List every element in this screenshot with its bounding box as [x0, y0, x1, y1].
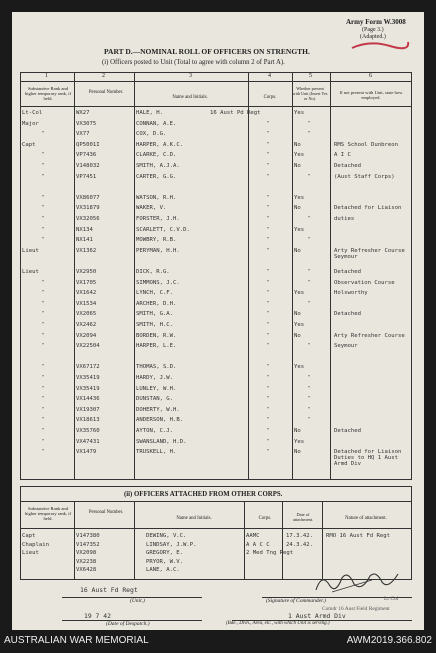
- attached-nature: RMO 16 Aust Fd Regt: [326, 533, 390, 539]
- row-name: LYNCH, C.F.: [136, 290, 174, 297]
- row-employed: Detached for Liaison Duties to HQ 1 Aust Armd Div: [334, 449, 402, 468]
- column-divider: [134, 72, 135, 480]
- signature-label: (Signature of Commander.): [266, 598, 326, 604]
- attached-rank: Lieut: [22, 550, 39, 557]
- column-number: 5: [309, 73, 312, 79]
- row-num: NX134: [76, 226, 93, 233]
- ditto-mark: ": [308, 300, 311, 307]
- row-employed: Detached for Liaison: [334, 205, 402, 212]
- row-present: Yes: [294, 194, 305, 201]
- attached-num: VX2238: [76, 558, 97, 565]
- column-divider: [244, 501, 245, 580]
- row-num: WX27: [76, 110, 90, 116]
- ditto-mark: ": [267, 375, 270, 381]
- archive-footer: [0, 630, 436, 653]
- row-employed: Arty Refresher Course: [334, 332, 405, 339]
- row-name: WAKER, V.: [136, 205, 167, 212]
- ditto-mark: ": [42, 300, 45, 307]
- signature-rank: Lt Col: [384, 596, 399, 602]
- row-present: Yes: [294, 290, 305, 297]
- row-num: VX31879: [76, 205, 100, 212]
- row-num: VX47431: [76, 438, 100, 445]
- row-num: VX14436: [76, 396, 100, 403]
- row-num: VX2094: [76, 332, 97, 339]
- row-present: Yes: [294, 110, 305, 116]
- attached-name: GREGORY, E.: [146, 550, 184, 557]
- attached-num: VX2098: [76, 550, 97, 557]
- ditto-mark: ": [267, 194, 270, 201]
- ditto-mark: ": [308, 343, 311, 350]
- attached-corps: A A C C: [246, 541, 270, 548]
- row-present: Yes: [294, 226, 305, 233]
- column-number: 4: [268, 73, 271, 79]
- row-num: VX67172: [76, 364, 100, 371]
- row-name: SWANSLAND, H.D.: [136, 438, 187, 445]
- ditto-mark: ": [42, 205, 45, 212]
- row-num: VX1534: [76, 300, 97, 307]
- red-stamp-mark: [350, 38, 410, 52]
- ditto-mark: ": [267, 322, 270, 328]
- row-name: HARPER, A.K.C.: [136, 141, 184, 148]
- row-name: FORSTER, J.H.: [136, 216, 180, 222]
- row-name: CARTER, G.G.: [136, 173, 177, 180]
- header-corps: Corps.: [263, 95, 277, 100]
- row-present: Yes: [294, 322, 305, 328]
- column-divider: [74, 72, 75, 480]
- ditto-mark: ": [42, 428, 45, 434]
- ditto-mark: ": [267, 216, 270, 222]
- column-number: 1: [45, 73, 48, 79]
- row-num: VX2462: [76, 322, 97, 328]
- row-num: VX2065: [76, 311, 97, 318]
- ditto-mark: ": [267, 163, 270, 169]
- ditto-mark: ": [267, 417, 270, 424]
- ditto-mark: ": [308, 131, 311, 138]
- header2-nature: Nature of attachment.: [345, 516, 387, 521]
- column-number: 6: [369, 73, 372, 79]
- ditto-mark: ": [267, 173, 270, 180]
- ditto-mark: ": [308, 216, 311, 222]
- ditto-mark: ": [42, 279, 45, 286]
- ditto-mark: ": [267, 396, 270, 403]
- ditto-mark: ": [267, 385, 270, 392]
- header2-rule: [20, 528, 412, 529]
- form-page: [12, 12, 424, 630]
- ditto-mark: ": [308, 396, 311, 403]
- row-num: VX1642: [76, 290, 97, 297]
- ditto-mark: ": [42, 173, 45, 180]
- page-number: (Page 3.): [362, 27, 384, 33]
- ditto-mark: ": [267, 120, 270, 127]
- row-name: SIMMONS, J.C.: [136, 279, 180, 286]
- row-rank: Lt-Col: [22, 110, 43, 116]
- ditto-mark: ": [308, 269, 311, 275]
- row-present: No: [294, 163, 301, 169]
- ditto-mark: ": [267, 205, 270, 212]
- header-rank: Substantive Rank and higher temporary rank, if held.: [24, 86, 72, 102]
- row-num: VX19307: [76, 406, 100, 413]
- ditto-mark: ": [267, 332, 270, 339]
- row-employed: Observation Course: [334, 279, 395, 286]
- row-present: Yes: [294, 364, 305, 371]
- row-rank: Lieut: [22, 247, 39, 254]
- row-name: SMITH, H.C.: [136, 322, 174, 328]
- column-divider: [248, 72, 249, 480]
- row-num: VX22504: [76, 343, 100, 350]
- row-rank: Capt: [22, 141, 36, 148]
- row-name: COX, D.G.: [136, 131, 167, 138]
- ditto-mark: ": [267, 290, 270, 297]
- header2-date: Date of attachment.: [292, 512, 314, 522]
- row-present: No: [294, 141, 301, 148]
- row-name: MOWBRY, R.B.: [136, 237, 177, 244]
- ditto-mark: ": [308, 385, 311, 392]
- attached-corps: 2 Med Tng Regt: [246, 550, 294, 557]
- ditto-mark: ": [42, 438, 45, 445]
- row-present: No: [294, 332, 301, 339]
- ditto-mark: ": [267, 311, 270, 318]
- ditto-mark: ": [42, 406, 45, 413]
- column-divider: [322, 501, 323, 580]
- row-employed: Arty Refresher Course Seymour: [334, 247, 405, 260]
- row-num: VX32056: [76, 216, 100, 222]
- ditto-mark: ": [308, 417, 311, 424]
- ditto-mark: ": [42, 332, 45, 339]
- ditto-mark: ": [267, 343, 270, 350]
- attached-num: V147380: [76, 533, 100, 539]
- header2-corps: Corps.: [258, 516, 272, 521]
- row-num: VX86077: [76, 194, 100, 201]
- row-employed: (Aust Staff Corps): [334, 173, 395, 180]
- ditto-mark: ": [42, 385, 45, 392]
- row-rank: Lieut: [22, 269, 39, 275]
- row-num: VX35419: [76, 385, 100, 392]
- attached-rank: Capt: [22, 533, 36, 539]
- column-divider: [330, 72, 331, 480]
- attached-name: DEWING, V.C.: [146, 533, 187, 539]
- header-number: Personal Number.: [88, 90, 124, 95]
- row-name: DUNSTAN, G.: [136, 396, 174, 403]
- ditto-mark: ": [42, 322, 45, 328]
- row-num: VP7451: [76, 173, 97, 180]
- header2-rank: Substantive Rank and higher temporary rank, if held.: [24, 506, 72, 522]
- row-num: V148032: [76, 163, 100, 169]
- ditto-mark: ": [42, 216, 45, 222]
- row-num: NX141: [76, 237, 93, 244]
- ditto-mark: ": [42, 152, 45, 159]
- row-name: ANDERSON, H.B.: [136, 417, 184, 424]
- row-num: VX77: [76, 131, 90, 138]
- row-present: No: [294, 449, 301, 456]
- ditto-mark: ": [42, 364, 45, 371]
- column-divider: [74, 501, 75, 580]
- ditto-mark: ": [267, 226, 270, 233]
- ditto-mark: ": [267, 237, 270, 244]
- ditto-mark: ": [308, 120, 311, 127]
- row-name: SMITH, A.J.A.: [136, 163, 180, 169]
- section-ii-rule: [20, 501, 412, 502]
- row-employed: RMS School Dunbreon: [334, 141, 398, 148]
- ditto-mark: ": [42, 417, 45, 424]
- ditto-mark: ": [267, 279, 270, 286]
- ditto-mark: ": [267, 449, 270, 456]
- header-present: Whether present with Unit (Insert Yes or No).: [292, 86, 328, 101]
- row-name: HARPER, L.E.: [136, 343, 177, 350]
- row-present: Yes: [294, 152, 305, 159]
- column-number: 3: [189, 73, 192, 79]
- column-divider: [292, 72, 293, 480]
- row-num: VX2950: [76, 269, 97, 275]
- ditto-mark: ": [267, 141, 270, 148]
- column-number: 2: [102, 73, 105, 79]
- row-name: PERYMAN, H.H.: [136, 247, 180, 254]
- row-name: THOMAS, S.D.: [136, 364, 177, 371]
- row-num: VX35760: [76, 428, 100, 434]
- header-employed: If not present with Unit, state how employed.: [339, 90, 403, 100]
- header-rule: [20, 106, 412, 107]
- row-name: CONNAN, A.E.: [136, 120, 177, 127]
- ditto-mark: ": [267, 131, 270, 138]
- header2-name: Name and Initials.: [176, 516, 212, 521]
- row-num: VX18613: [76, 417, 100, 424]
- ditto-mark: ": [42, 290, 45, 297]
- ditto-mark: ": [308, 279, 311, 286]
- row-present: No: [294, 247, 301, 254]
- ditto-mark: ": [308, 237, 311, 244]
- attached-num: VX6428: [76, 567, 97, 574]
- row-name: SMITH, G.A.: [136, 311, 174, 318]
- bde-value: 1 Aust Armd Div: [288, 612, 346, 620]
- ditto-mark: ": [267, 406, 270, 413]
- header-name: Name and Initials.: [172, 95, 208, 100]
- adapted-note: (Adapted.): [360, 34, 386, 40]
- ditto-mark: ": [42, 311, 45, 318]
- archive-name: AUSTRALIAN WAR MEMORIAL: [4, 635, 149, 646]
- row-corps: 16 Aust Pd Regt: [210, 110, 261, 116]
- ditto-mark: ": [42, 449, 45, 456]
- row-name: ARCHER, D.H.: [136, 300, 177, 307]
- attached-date: 24.3.42.: [286, 541, 313, 548]
- army-form-number: Army Form W.3008: [346, 18, 406, 26]
- attached-date: 17.3.42.: [286, 533, 313, 539]
- ditto-mark: ": [267, 269, 270, 275]
- row-employed: Seymour: [334, 343, 358, 350]
- ditto-mark: ": [42, 226, 45, 233]
- row-num: VX1362: [76, 247, 97, 254]
- row-present: No: [294, 311, 301, 318]
- ditto-mark: ": [42, 163, 45, 169]
- row-name: BORDEN, R.W.: [136, 332, 177, 339]
- column-divider: [282, 501, 283, 580]
- row-employed: Detached: [334, 428, 361, 434]
- row-num: VX1705: [76, 279, 97, 286]
- row-name: DOHERTY, W.H.: [136, 406, 180, 413]
- ditto-mark: ": [267, 428, 270, 434]
- row-present: No: [294, 428, 301, 434]
- ditto-mark: ": [42, 194, 45, 201]
- ditto-mark: ": [42, 131, 45, 138]
- archive-id: AWM2019.366.802: [346, 635, 432, 646]
- ditto-mark: ": [267, 152, 270, 159]
- unit-label: (Unit.): [130, 598, 145, 604]
- attached-name: LINDSAY, J.W.P.: [146, 541, 197, 548]
- ditto-mark: ": [267, 247, 270, 254]
- row-rank: Major: [22, 120, 39, 127]
- commander-signature: [312, 568, 402, 596]
- ditto-mark: ": [267, 438, 270, 445]
- row-employed: Detached: [334, 311, 361, 318]
- row-num: VP7436: [76, 152, 97, 159]
- row-name: DICK, R.G.: [136, 269, 170, 275]
- part-title: PART D.—NOMINAL ROLL OF OFFICERS ON STRENGTH.: [104, 47, 310, 56]
- bde-label: (Bde., Divn., Area, etc., with which Unit is serving.): [226, 621, 330, 626]
- section-ii-title: (ii) OFFICERS ATTACHED FROM OTHER CORPS.: [124, 491, 283, 498]
- row-name: LUNLEY, W.H.: [136, 385, 177, 392]
- row-num: VX35419: [76, 375, 100, 381]
- ditto-mark: ": [267, 300, 270, 307]
- row-employed: duties: [334, 216, 355, 222]
- unit-value: 16 Aust Fd Regt: [80, 586, 138, 594]
- ditto-mark: ": [42, 343, 45, 350]
- ditto-mark: ": [308, 406, 311, 413]
- row-num: VX1479: [76, 449, 97, 456]
- row-name: HALE, H.: [136, 110, 163, 116]
- ditto-mark: ": [308, 375, 311, 381]
- row-num: QP5001I: [76, 141, 100, 148]
- row-name: AYTON, C.J.: [136, 428, 174, 434]
- attached-rank: Chaplain: [22, 541, 49, 548]
- attached-corps: AAMC: [246, 533, 260, 539]
- despatch-date-value: 19 7 42: [84, 612, 111, 620]
- section-i-title: (i) Officers posted to Unit (Total to agree with column 2 of Part A).: [102, 59, 285, 66]
- row-present: Yes: [294, 438, 305, 445]
- attached-name: PRYOR, W.V.: [146, 558, 184, 565]
- row-employed: Detached: [334, 163, 361, 169]
- column-divider: [134, 501, 135, 580]
- row-num: VX3075: [76, 120, 97, 127]
- commander-stamp: Comdr 16 Aust Field Regiment: [322, 606, 390, 612]
- row-employed: Detached: [334, 269, 361, 275]
- ditto-mark: ": [42, 375, 45, 381]
- row-name: SCARLETT, C.V.D.: [136, 226, 190, 233]
- header2-number: Personal Number.: [88, 510, 124, 515]
- row-name: HARDY, J.W.: [136, 375, 174, 381]
- row-employed: A I C: [334, 152, 351, 159]
- ditto-mark: ": [267, 364, 270, 371]
- despatch-date-label: (Date of Despatch.): [106, 621, 150, 627]
- row-present: No: [294, 205, 301, 212]
- attached-name: LANE, A.C.: [146, 567, 180, 574]
- colnum-rule: [20, 81, 412, 82]
- row-name: TRUSKELL, H.: [136, 449, 177, 456]
- row-name: WATSON, R.H.: [136, 194, 177, 201]
- attached-num: V147352: [76, 541, 100, 548]
- ditto-mark: ": [308, 173, 311, 180]
- row-employed: Holsworthy: [334, 290, 368, 297]
- ditto-mark: ": [42, 237, 45, 244]
- row-name: CLARKE, C.D.: [136, 152, 177, 159]
- ditto-mark: ": [42, 396, 45, 403]
